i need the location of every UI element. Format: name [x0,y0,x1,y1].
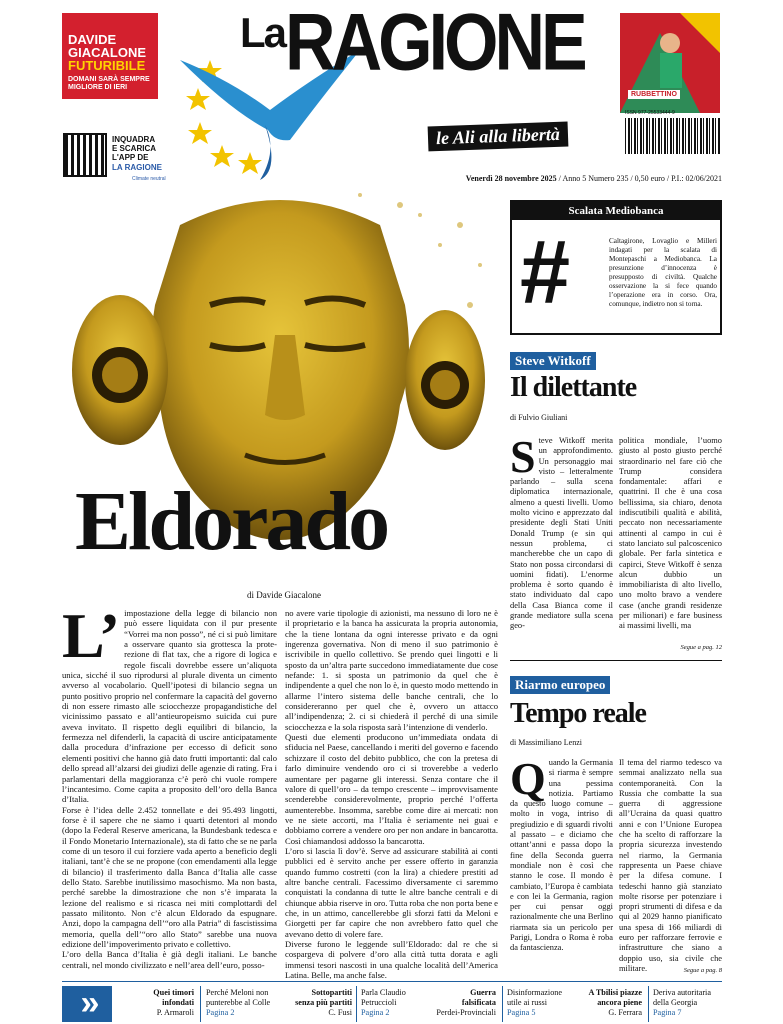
lead-headline[interactable]: Eldorado [75,475,388,568]
teaser-4[interactable]: Parla Claudio Petruccioli Pagina 2 [361,988,406,1017]
masthead-logo[interactable] [240,0,584,87]
dateline: Venerdì 28 novembre 2025 / Anno 5 Numero 235 / 0,50 euro / P.I.: 02/06/2021 [465,174,722,183]
lead-paragraph: no avere varie tipologie di azionisti, ma nessuno di loro ne è il proprietario e la banca ha assicurata la propria autonomia, che la tiene lontana da ogni interesse privato e da ogni ingerenza governativa. Non di meno il suo patrimonio è iscrivibile in quello collettivo. Se prendo quei lingotti e li sposto da un’altra parte succedono immediatamente due cose nefande: 1. si sposta un patrimonio da quel che è indipendente a quel che non lo è, in questo modo mettendo in allarme l’intero sistema delle banche centrali, che lo considereranno per quel che è, ovvero un attacco all’indipendenza; 2. ci si chiederà il perché di una simile sciocchezza e la sola risposta sarà l’intenzione di venderlo. [285,608,498,732]
lead-column-1 [62,600,277,970]
climate-neutral-label: Climate neutral [132,176,166,182]
lead-paragraph: L’oro si lascia lì dov’è. Serve ad assicurare stabilità ai conti pubblici ed è servito anche per essere offerto in garanzia quando fummo costretti (con la lira) a chiedere prestiti ad altre banche centrali. Facessimo diversamente ci saremmo conquistati la condanna di tutte le altre banche centrali e di chiunque abbia riserve in oro. Tutta roba che non porta bene e che, in un attimo, cancellerebbe gli sforzi fatti da Meloni e Giorgetti per far capire che non avrebbero fatto quel che avevano detto di volere fare. [285,845,498,939]
barcode-text: ISSN 977-25533444-9 [625,110,675,116]
article-2-title[interactable]: Tempo reale [510,698,646,729]
divider [510,660,722,661]
article-paragraph: politica mondiale, l’uomo giusto al posto giusto perché straordinario nel fare ciò che Trump considera fondamentale: affari e quattrini. Il che è una cosa bellissima, sia chiaro, denota indiscutibili qualità e abilità, peccato non necessariamente attinenti al campo in cui è stato lanciato sul palcoscenico globale. Per farla sintetica e capirci, Steve Witkoff è senza alcun dubbio un immobiliarista di alto livello, uno molto bravo a vendere case (anche grandi residenze per milionari) e fare business ai massimi livelli, ma [619,436,722,631]
article-2-dropcap: Q [510,753,546,804]
hashtag-icon: # [520,223,571,323]
lead-paragraph: impostazione della legge di bilancio non può essere liquidata con il pur presente “Vorrei ma non posso”, né ci si può limitare a osservare quanto sia grottesca la prote-rezione di flat tax, che a rigore di logica e regole fiscali dovrebbe essere un’aliquota unica, sicché il suo riprodursi al plurale diventa un cimento avverso al vocabolario. Quell’ipotesi di bilancio segna un punto positivo proprio nel confermare la capacità del governo di non essere rimasto alle sciocchezze propagandistiche del vicinissimo passato e all’antieuropeismo suicida cui pure aveva invitato. Il rispetto degli equilibri di bilancio, la fermezza nel difenderli, la capacità di uscire anticipatamente dalla procedura d’infrazione per eccesso di deficit sono elementi positivi che hanno già dato frutti importanti: dal calo dello spread all’alzarsi dei giudizi delle agenzie di rating. Fra i parlamentari della maggioranza c’è però chi vuole rompere l’incantesimo. Come capita a proposito dell’oro della Banca d’Italia. [62,608,277,805]
publisher-label: RUBBETTINO [628,90,680,99]
lead-paragraph: Questi due elementi producono un’immediata ondata di sfiducia nel Paese, cancellando i meriti del governo e facendo schizzare il costo del debito pubblico, che con la pretesa di farlo diminuire vendendo oro ci si troverebbe a vederlo aumentare per pagarne gli interessi. Senza contare che il valore di quell’oro – da tempo crescente – improvvisamente scenderebbe considerevolmente, proprio perché l’offerta aumenterebbe. Insomma, sarebbe come dire ai mercati: non ve ne siete accorti, ma l’Italia è seriamente nei guai e dobbiamo correre a vendere oro per non andare in bancarotta. Così chiamandosi addosso la bancarotta. [285,732,498,846]
barcode-icon [625,118,720,154]
teaser-3[interactable]: Sottopartiti senza più partiti C. Fusi [295,988,352,1017]
promo-author: DAVIDE [68,32,117,47]
article-paragraph: uando la Germania si riarma è sempre una pessima notizia. Partiamo da questo luogo comune – molto in voga, intriso di pregiudizio e di sguardi rivolti al passato – e diciamo che ottant’anni e passa dopo la fine della Seconda guerra mondiale non è così che stanno le cose. Il mondo è cambiato, l’Europa è cambiata e con lei la Germania, ragion per cui pensar oggi razionalmente che una Berlino riarmata sia un pericolo per Parigi, Londra o Roma è roba da fantascienza. [510,758,613,953]
teaser-5[interactable]: Guerra falsificata Perdei-Provinciali [436,988,496,1017]
lead-byline: di Davide Giacalone [247,590,321,600]
teaser-6[interactable]: Disinformazione utile ai russi Pagina 5 [507,988,563,1017]
article-1-dropcap: S [510,431,536,482]
masthead-la: La [240,9,286,56]
promo-author-surname: GIACALONE [68,45,146,60]
book-promo-left[interactable] [62,13,158,99]
article-1-column-2 [619,436,722,641]
article-1-kicker: Steve Witkoff [510,352,596,370]
teaser-8[interactable]: Deriva autoritaria della Georgia Pagina 7 [653,988,711,1017]
article-paragraph: Il tema del riarmo tedesco va semmai analizzato nella sua contemporaneità. Con la Russia che combatte la sua guerra di aggressione all’Ucraina da quasi quattro anni e con l’Unione Europea che ha scelto di rafforzare la propria sicurezza investendo nel riarmo, la Germania rappresenta un Paese chiave per la difesa comune. I tedeschi hanno già stanziato molte risorse per potenziare i propri strumenti di difesa e da qui al 2029 hanno pianificato una spesa di 166 miliardi di euro per rafforzare ferrovie e infrastrutture che siano a doppio uso, sia civile che militare. [619,758,722,973]
app-download-text: INQUADRA E SCARICA L'APP DE LA RAGIONE [112,135,162,172]
masthead-ragione: RAGIONE [285,0,584,87]
masthead-slogan: le Ali alla libertà [428,122,569,152]
qr-code-icon[interactable] [63,133,107,177]
article-2-kicker: Riarmo europeo [510,676,610,694]
lead-column-2 [285,608,498,980]
teaser-separator [356,986,357,1022]
teaser-separator [648,986,649,1022]
double-chevron-icon: » [62,986,112,1022]
teaser-separator [200,986,201,1022]
book-promo-right[interactable] [620,13,720,113]
article-1-byline: di Fulvio Giuliani [510,413,568,422]
article-2-continue[interactable]: Segue a pag. 8 [683,967,722,974]
lead-paragraph: Forse è l’idea delle 2.452 tonnellate e dei 95.493 lingotti, forse è il sapere che ne siamo i quarti detentori al mondo (dopo la Federal Reserve americana, la Bundesbank tedesca e il Fondo Monetario Internazionale), sta di fatto che se ne parla come di un tesoro il cui forziere vada aperto a beneficio degli italiani, tant’è che se ne propone (con emendamenti alla legge di bilancio) il trasferimento dalla Banca d’Italia alle casse dello Stato. Sarebbe inutilissimo masochismo. Ma non basta, perché sarebbe la dimostrazione che non s’è imparata la lezione del realismo e si ricasca nei miti complottardi del passato militonto. Non c’è alcun Eldorado da espugnare. Anzi, dopo la campagna dell’“oro alla Patria” di fascistissima memoria, quella dell’“oro allo Stato” sarebbe una nuova edizione dell’impoverimento privato e collettivo. [62,804,277,949]
teaser-2[interactable]: Perché Meloni non punterebbe al Colle Pagina 2 [206,988,271,1017]
article-1-continue[interactable]: Segue a pag. 12 [680,644,722,651]
teaser-separator [502,986,503,1022]
article-paragraph: teve Witkoff merita un approfondimento. Un personaggio mai visto – letteralmente parlando – sulla scena diplomatica internazionale, almeno a questi livelli. Uomo molto vicino e apprezzato dal presidente degli Stati Uniti Donald Trump (e sin qui nessun problema, ci mancherebbe che un capo di Stato non possa circondarsi di uomini fidati). L’enorme problema è sorto quando è stato individuato dal capo della Casa Bianca come il grande mediatore sulla scena geo- [510,436,613,631]
teaser-1[interactable]: Quei timori infondati P. Armaroli [153,988,194,1017]
promo-tagline: DOMANI SARÀ SEMPRE MIGLIORE DI IERI [68,76,150,91]
article-2-column-1 [510,753,613,973]
promo-book-title: FUTURIBILE [68,58,146,73]
box-title: Scalata Mediobanca [512,202,720,220]
mediobanca-box[interactable] [510,200,722,335]
teaser-7[interactable]: A Tbilisi piazze ancora piene G. Ferrara [588,988,642,1017]
lead-dropcap: L’ [62,600,121,671]
article-2-byline: di Massimiliano Lenzi [510,738,582,747]
bottom-divider [62,981,722,982]
lead-paragraph: Diverse furono le leggende sull’Eldorado: dal re che si cospargeva di polvere d’oro alla città tutta dorata e agli immensi tesori nascosti in una qualche località dell’America Latina. Belle, ma anche false. [285,939,498,981]
lead-paragraph: L’oro della Banca d’Italia è già degli italiani. Le banche centrali, nel mondo civilizzato e nell’area dell’euro, posso- [62,949,277,970]
article-1-column-1 [510,431,613,641]
article-1-title[interactable]: Il dilettante [510,372,637,403]
box-text: Caltagirone, Lovaglio e Milleri indagati per la scalata di Montepaschi a Mediobanca. La presunzione d’innocenza è presupposto di civiltà. Qualche osservazione la si fece quando l’operazione era in corso. Ora, comunque, indietro non si torna. [609,237,717,308]
